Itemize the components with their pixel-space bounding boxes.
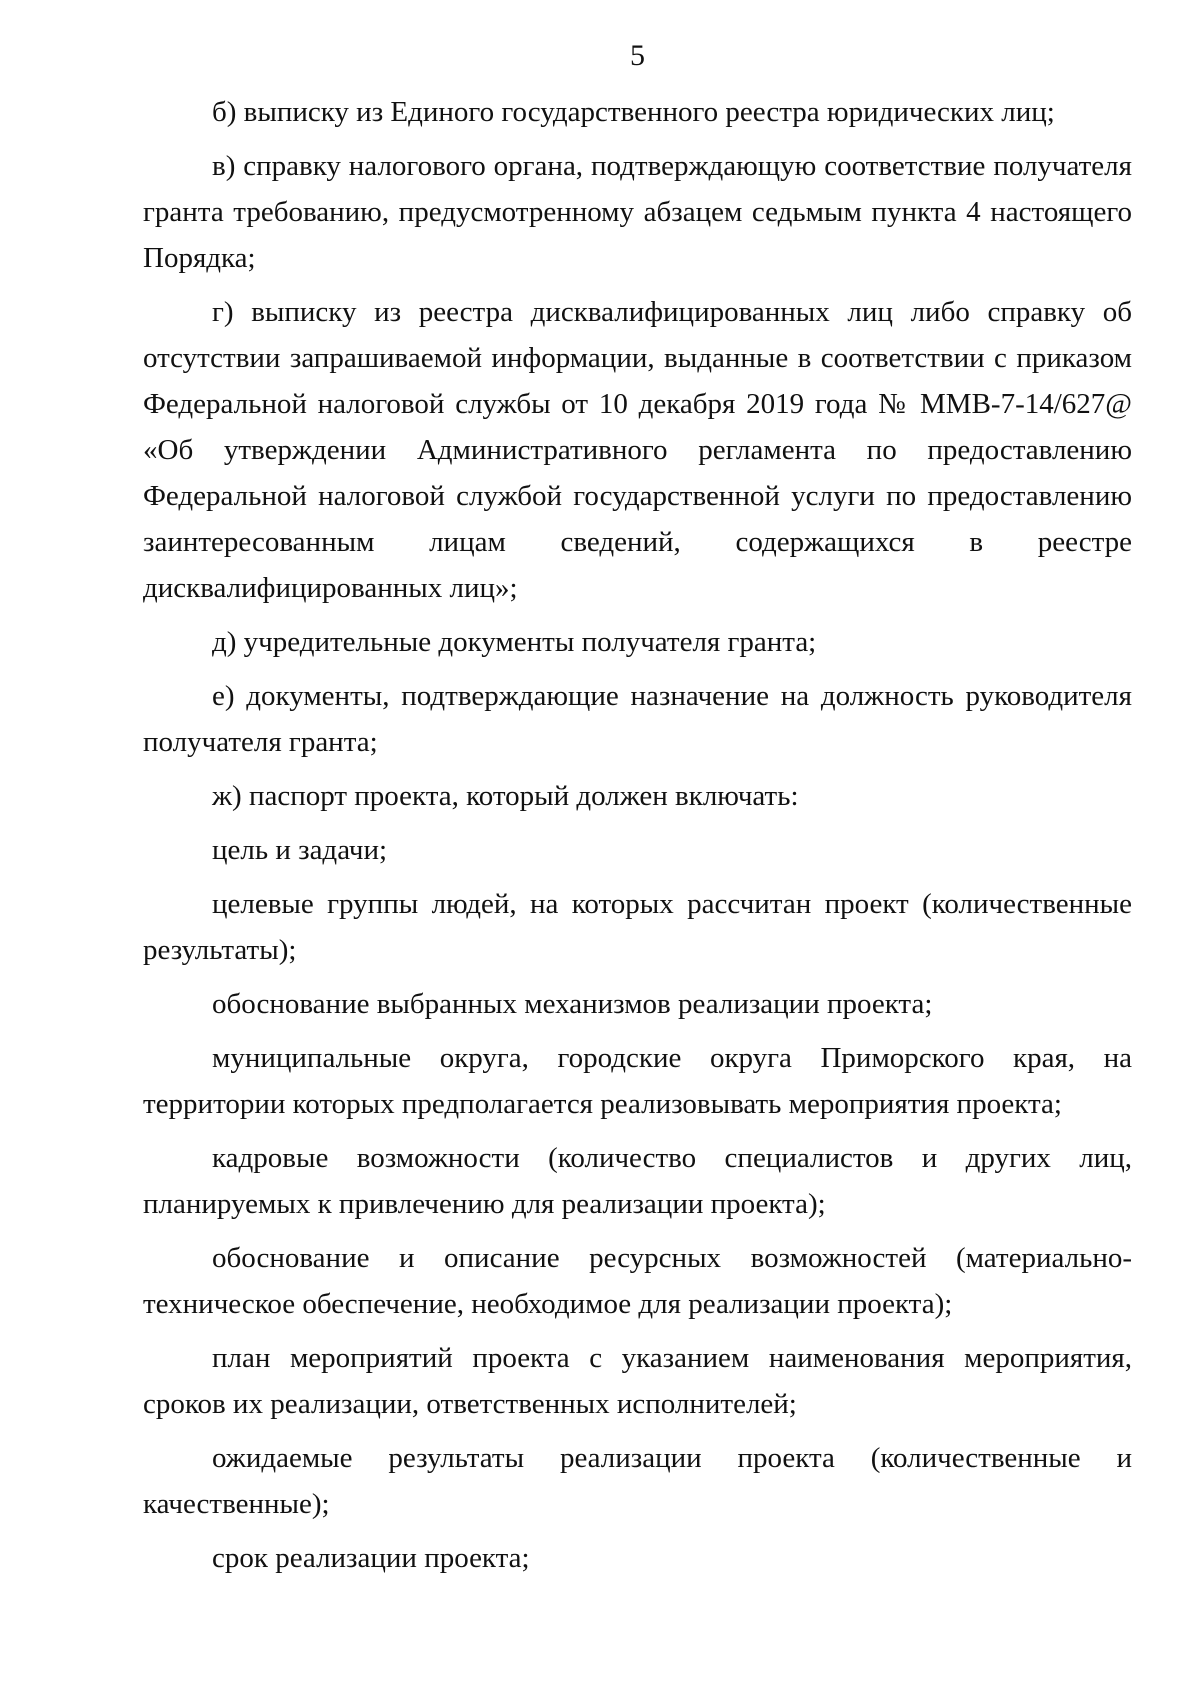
document-body [143, 89, 1132, 1589]
paragraph-zh: ж) паспорт проекта, который должен включать: [212, 780, 799, 812]
list-item-goals: цель и задачи; [212, 834, 388, 866]
list-item-expected-results: ожидаемые результаты реализации проекта (количественные и качественные); [143, 1442, 1132, 1520]
list-item-target-groups: целевые группы людей, на которых рассчитан проект (количественные результаты); [143, 888, 1132, 966]
paragraph-g: г) выписку из реестра дисквалифицированных лиц либо справку об отсутствии запрашиваемой информации, выданные в соответствии с приказом Федеральной налоговой службы от 10 декабря 2019 года № ММВ-7-14/627@ «Об утверждении Административного регламента по предоставлению Федеральной налоговой службой государственной услуги по предоставлению заинтересованным лицам сведений, содержащихся в реестре дисквалифицированных лиц»; [143, 296, 1132, 604]
list-item-resources: обоснование и описание ресурсных возможностей (материально-техническое обеспечение, необходимое для реализации проекта); [143, 1242, 1132, 1320]
paragraph-v: в) справку налогового органа, подтверждающую соответствие получателя гранта требованию, предусмотренному абзацем седьмым пункта 4 настоящего Порядка; [143, 150, 1132, 274]
paragraph-e: е) документы, подтверждающие назначение на должность руководителя получателя гранта; [143, 680, 1132, 758]
list-item-activity-plan: план мероприятий проекта с указанием наименования мероприятия, сроков их реализации, ответственных исполнителей; [143, 1342, 1132, 1420]
list-item-territories: муниципальные округа, городские округа Приморского края, на территории которых предполагается реализовывать мероприятия проекта; [143, 1042, 1132, 1120]
paragraph-d: д) учредительные документы получателя гранта; [212, 626, 817, 658]
list-item-staff: кадровые возможности (количество специалистов и других лиц, планируемых к привлечению для реализации проекта); [143, 1142, 1132, 1220]
page-number: 5 [630, 39, 645, 72]
paragraph-b: б) выписку из Единого государственного реестра юридических лиц; [212, 96, 1055, 128]
list-item-duration: срок реализации проекта; [212, 1542, 530, 1574]
list-item-mechanisms: обоснование выбранных механизмов реализации проекта; [212, 988, 933, 1020]
